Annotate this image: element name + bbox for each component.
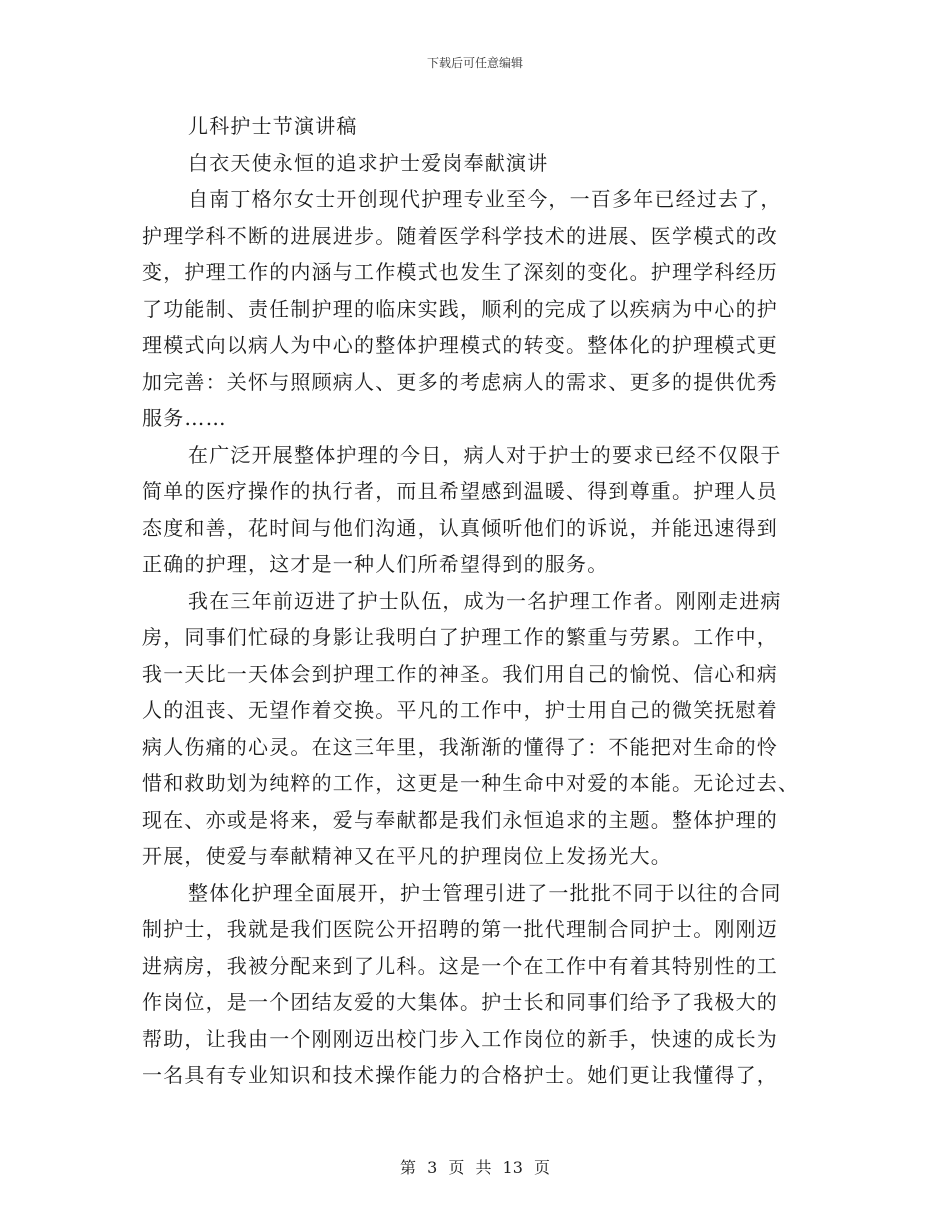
document-title: 儿科护士节演讲稿 (188, 114, 358, 138)
text-line: 简单的医疗操作的执行者，而且希望感到温暖、得到尊重。护理人员 (142, 479, 778, 503)
text-line: 人的沮丧、无望作着交换。平凡的工作中，护士用自己的微笑抚慰着 (142, 698, 778, 722)
text-line: 态度和善，花时间与他们沟通，认真倾听他们的诉说，并能迅速得到 (142, 515, 778, 540)
text-line: 制护士，我就是我们医院公开招聘的第一批代理制合同护士。刚刚迈 (142, 917, 778, 941)
document-subtitle: 白衣天使永恒的追求护士爱岗奉献演讲 (188, 150, 549, 175)
text-line: 在广泛开展整体护理的今日，病人对于护士的要求已经不仅限于 (188, 442, 782, 467)
text-line: 变，护理工作的内涵与工作模式也发生了深刻的变化。护理学科经历 (142, 260, 778, 284)
text-line: 整体化护理全面展开，护士管理引进了一批批不同于以往的合同 (188, 880, 782, 905)
text-line: 开展，使爱与奉献精神又在平凡的护理岗位上发扬光大。 (142, 844, 672, 868)
text-line: 惜和救助划为纯粹的工作，这更是一种生命中对爱的本能。无论过去、 (142, 771, 800, 795)
text-line: 自南丁格尔女士开创现代护理专业至今，一百多年已经过去了， (188, 187, 782, 211)
text-line: 正确的护理，这才是一种人们所希望得到的服务。 (142, 552, 609, 576)
page-number: 第 3 页 共 13 页 (400, 1158, 550, 1177)
text-line: 作岗位，是一个团结友爱的大集体。护士长和同事们给予了我极大的 (142, 990, 778, 1014)
document-body (142, 108, 807, 1094)
text-line: 帮助，让我由一个刚刚迈出校门步入工作岗位的新手，快速的成长为 (142, 1026, 778, 1051)
text-line: 我一天比一天体会到护理工作的神圣。我们用自己的愉悦、信心和病 (142, 661, 778, 686)
text-line: 现在、亦或是将来，爱与奉献都是我们永恒追求的主题。整体护理的 (142, 807, 778, 832)
text-line: 服务…… (142, 406, 227, 430)
text-line: 病人伤痛的心灵。在这三年里，我渐渐的懂得了：不能把对生命的怜 (142, 734, 778, 759)
text-line: 护理学科不断的进展进步。随着医学科学技术的进展、医学模式的改 (142, 223, 778, 248)
page-header-note: 下载后可任意编辑 (426, 56, 523, 70)
text-line: 理模式向以病人为中心的整体护理模式的转变。整体化的护理模式更 (142, 333, 778, 357)
text-line: 加完善：关怀与照顾病人、更多的考虑病人的需求、更多的提供优秀 (142, 369, 778, 394)
text-line: 我在三年前迈进了护士队伍，成为一名护理工作者。刚刚走进病 (188, 588, 782, 613)
text-line: 了功能制、责任制护理的临床实践，顺利的完成了以疾病为中心的护 (142, 296, 778, 321)
text-line: 进病房，我被分配来到了儿科。这是一个在工作中有着其特别性的工 (142, 953, 778, 978)
text-line: 一名具有专业知识和技术操作能力的合格护士。她们更让我懂得了， (142, 1063, 778, 1087)
text-line: 房，同事们忙碌的身影让我明白了护理工作的繁重与劳累。工作中， (142, 625, 778, 649)
